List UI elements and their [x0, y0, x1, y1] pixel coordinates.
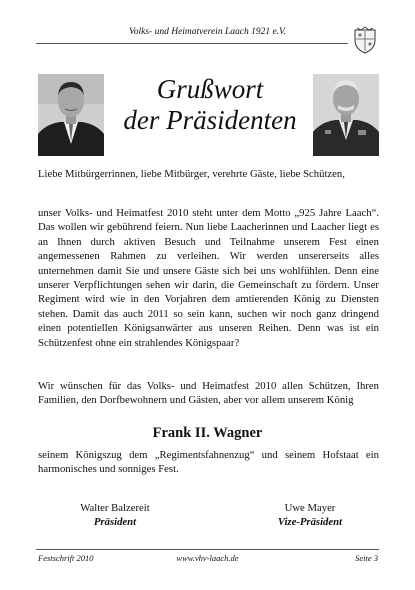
signature-role: Vize-Präsident — [277, 516, 343, 528]
footer-publication: Festschrift 2010 — [38, 553, 94, 563]
header-divider — [36, 43, 348, 44]
signature-role: Präsident — [93, 516, 137, 528]
closing-paragraph: seinem Königszug dem „Regimentsfahnenzug“ und seinem Hofstaat ein harmonisches und sonniges Fest. — [38, 449, 379, 476]
wishes-paragraph: Wir wünschen für das Volks- und Heimatfest 2010 allen Schützen, Ihren Familien, den Dorfbewohnern und Gästen, aber vor allem unserem König — [38, 380, 379, 407]
vice-president-portrait — [313, 74, 379, 156]
title-line-2: der Präsidenten — [123, 105, 297, 135]
header-title: Volks- und Heimatverein Laach 1921 e.V. — [129, 27, 286, 37]
page-title — [110, 74, 310, 136]
king-name: Frank II. Wagner — [152, 425, 263, 441]
greeting-paragraph: Liebe Mitbürgerrinnen, liebe Mitbürger, verehrte Gäste, liebe Schützen, — [38, 168, 345, 180]
main-paragraph: unser Volks- und Heimatfest 2010 steht unter dem Motto „925 Jahre Laach“. Das wollen wir gebührend feiern. Nun liebe Laacherinnen und Laacher liegt es an Ihnen durch aktiven Besuch und Teilnahme unserem Fest einen angemessenen Rahmen zu verleihen. Wir werden unsererseits alles unternehmen damit Sie und unsere Gäste sich bei uns wohlfühlen. Denn eine unserer Verpflichtungen sehen wir darin, die Gemeinschaft zu fördern. Unser Regiment wird wie in den Vorjahren dem amtierenden König zu Diensten stehen. Damit das auch 2011 so sein kann, suchen wir noch ganz dringend einen potentiellen Königsanwärter aus unseren Reihen. Denn was ist ein Schützenfest ohne ein strahlendes Königspaar? — [38, 207, 379, 349]
president-portrait — [38, 74, 104, 156]
footer-website: www.vhv-laach.de — [176, 553, 239, 563]
signature-name: Walter Balzereit — [80, 502, 150, 514]
coat-of-arms-icon — [353, 26, 377, 54]
signature-president — [40, 501, 190, 529]
footer-divider — [36, 549, 379, 550]
footer-page-number: Seite 3 — [355, 553, 378, 563]
signature-name: Uwe Mayer — [284, 502, 336, 514]
title-line-1: Grußwort — [156, 74, 264, 104]
signature-vice-president — [235, 501, 385, 529]
